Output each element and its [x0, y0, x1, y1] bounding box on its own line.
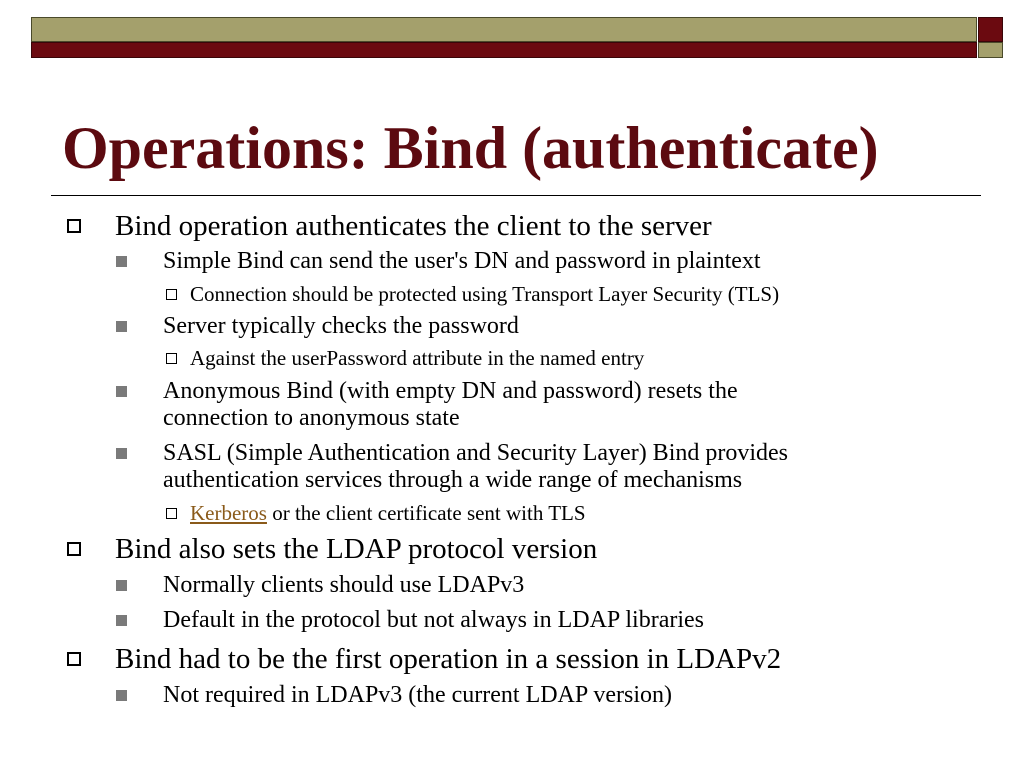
solid-square-bullet-icon	[116, 690, 127, 701]
bullet-l2-not-required: Not required in LDAPv3 (the current LDAP version)	[163, 682, 672, 708]
solid-square-bullet-icon	[116, 448, 127, 459]
bullet-l3-userpassword: Against the userPassword attribute in the named entry	[190, 346, 645, 370]
kerberos-rest-text: or the client certificate sent with TLS	[266, 501, 586, 525]
bullet-l1-authenticates: Bind operation authenticates the client to the server	[115, 210, 712, 242]
header-bar-maroon	[31, 42, 977, 58]
bullet-l3-kerberos	[190, 501, 586, 525]
bullet-l1-first-operation: Bind had to be the first operation in a session in LDAPv2	[115, 643, 782, 675]
slide-title: Operations: Bind (authenticate)	[62, 115, 879, 181]
solid-square-bullet-icon	[116, 615, 127, 626]
bullet-l3-tls-protection: Connection should be protected using Transport Layer Security (TLS)	[190, 282, 780, 306]
bullet-l2-simple-bind: Simple Bind can send the user's DN and password in plaintext	[163, 248, 761, 274]
bullet-l2-anonymous-bind-line2: connection to anonymous state	[163, 405, 460, 431]
solid-square-bullet-icon	[116, 321, 127, 332]
solid-square-bullet-icon	[116, 580, 127, 591]
bullet-l2-server-checks: Server typically checks the password	[163, 313, 519, 339]
bullet-l2-sasl-line2: authentication services through a wide range of mechanisms	[163, 467, 743, 493]
hollow-square-bullet-icon	[67, 542, 81, 556]
header-square-olive	[978, 42, 1003, 58]
title-divider	[51, 195, 981, 196]
bullet-l2-sasl-line1: SASL (Simple Authentication and Security Layer) Bind provides	[163, 440, 789, 466]
hollow-square-bullet-icon	[67, 219, 81, 233]
bullet-l1-protocol-version: Bind also sets the LDAP protocol version	[115, 533, 598, 565]
header-square-maroon	[978, 17, 1003, 42]
kerberos-link[interactable]: Kerberos	[190, 501, 267, 525]
small-hollow-square-bullet-icon	[166, 289, 177, 300]
header-bar-olive	[31, 17, 977, 42]
solid-square-bullet-icon	[116, 256, 127, 267]
hollow-square-bullet-icon	[67, 652, 81, 666]
bullet-l2-anonymous-bind-line1: Anonymous Bind (with empty DN and password) resets the	[163, 378, 738, 404]
bullet-l2-normally-ldapv3: Normally clients should use LDAPv3	[163, 572, 525, 598]
small-hollow-square-bullet-icon	[166, 353, 177, 364]
bullet-l2-default-protocol: Default in the protocol but not always in LDAP libraries	[163, 607, 704, 633]
solid-square-bullet-icon	[116, 386, 127, 397]
small-hollow-square-bullet-icon	[166, 508, 177, 519]
